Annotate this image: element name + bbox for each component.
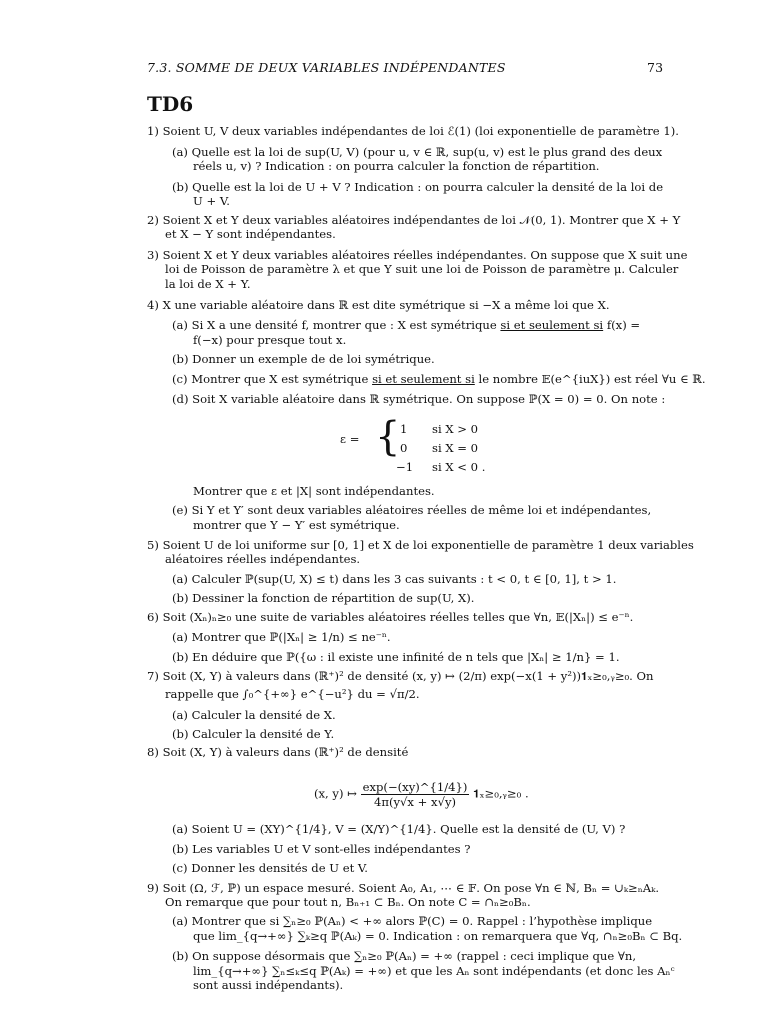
- exercise-4e: (e) Si Y et Y′ sont deux variables aléatoires réelles de même loi et indépendantes,: [172, 503, 652, 517]
- exercise-9a-cont: que lim_{q→+∞} ∑ₖ≥q ℙ(Aₖ) = 0. Indication : on remarquera que ∀q, ∩ₙ≥₀Bₙ ⊂ Bq.: [193, 929, 683, 943]
- exercise-8a: (a) Soient U = (XY)^{1/4}, V = (X/Y)^{1/4}. Quelle est la densité de (U, V) ?: [172, 822, 626, 836]
- exercise-8: 8) Soit (X, Y) à valeurs dans (ℝ⁺)² de densité: [147, 745, 409, 759]
- density-indicator: 𝟏ₓ≥₀,ᵧ≥₀ .: [473, 786, 529, 801]
- density-formula: [314, 780, 529, 809]
- exercise-9b-cont2: sont aussi indépendants).: [193, 978, 344, 992]
- exercise-2: 2) Soient X et Y deux variables aléatoires indépendantes de loi 𝒩(0, 1). Montrer que X + Y: [147, 213, 681, 227]
- epsilon-case-1-value: 1: [400, 422, 408, 436]
- exercise-4: 4) X une variable aléatoire dans ℝ est dite symétrique si −X a même loi que X.: [147, 298, 610, 312]
- page-number: 73: [647, 60, 664, 75]
- exercise-7-cont: rappelle que ∫₀^{+∞} e^{−u²} du = √π/2.: [165, 687, 420, 701]
- exercise-6b: (b) En déduire que ℙ({ω : il existe une infinité de n tels que |Xₙ| ≥ 1/n} = 1.: [172, 650, 620, 664]
- exercise-1b-cont: U + V.: [193, 194, 230, 208]
- exercise-7: 7) Soit (X, Y) à valeurs dans (ℝ⁺)² de densité (x, y) ↦ (2/π) exp(−x(1 + y²))𝟏ₓ≥₀,ᵧ≥₀. On: [147, 669, 654, 683]
- exercise-2-cont: et X − Y sont indépendantes.: [165, 227, 336, 241]
- exercise-5b: (b) Dessiner la fonction de répartition de sup(U, X).: [172, 591, 475, 605]
- exercise-5-cont: aléatoires réelles indépendantes.: [165, 552, 361, 566]
- exercise-4a-cont: f(−x) pour presque tout x.: [193, 333, 347, 347]
- exercise-9a: (a) Montrer que si ∑ₙ≥₀ ℙ(Aₙ) < +∞ alors ℙ(C) = 0. Rappel : l’hypothèse implique: [172, 914, 653, 928]
- exercise-1a-cont: réels u, v) ? Indication : on pourra calculer la fonction de répartition.: [193, 159, 600, 173]
- exercise-4d: (d) Soit X variable aléatoire dans ℝ symétrique. On suppose ℙ(X = 0) = 0. On note :: [172, 392, 666, 406]
- epsilon-case-2-value: 0: [400, 441, 408, 455]
- exercise-4a: (a) Si X a une densité f, montrer que : X est symétrique si et seulement si f(x) =: [172, 318, 641, 332]
- exercise-3-cont2: la loi de X + Y.: [165, 277, 251, 291]
- density-numerator: exp(−(xy)^{1/4}): [362, 780, 468, 794]
- exercise-1b: (b) Quelle est la loi de U + V ? Indication : on pourra calculer la densité de la loi de: [172, 180, 664, 194]
- exercise-1a: (a) Quelle est la loi de sup(U, V) (pour u, v ∈ ℝ, sup(u, v) est le plus grand des deux: [172, 145, 663, 159]
- section-title: TD6: [147, 92, 194, 116]
- density-fraction: [361, 780, 470, 809]
- exercise-4b: (b) Donner un exemple de de loi symétrique.: [172, 352, 435, 366]
- exercise-8b: (b) Les variables U et V sont-elles indépendantes ?: [172, 842, 471, 856]
- exercise-5a: (a) Calculer ℙ(sup(U, X) ≤ t) dans les 3 cas suivants : t < 0, t ∈ [0, 1], t > 1.: [172, 572, 617, 586]
- exercise-7b: (b) Calculer la densité de Y.: [172, 727, 335, 741]
- exercise-6a: (a) Montrer que ℙ(|Xₙ| ≥ 1/n) ≤ ne⁻ⁿ.: [172, 630, 391, 644]
- exercise-1: 1) Soient U, V deux variables indépendantes de loi ℰ(1) (loi exponentielle de paramètre 1).: [147, 124, 679, 138]
- epsilon-lhs: ε =: [340, 432, 360, 446]
- left-brace-icon: {: [375, 414, 401, 460]
- exercise-6: 6) Soit (Xₙ)ₙ≥₀ une suite de variables aléatoires réelles telles que ∀n, 𝔼(|Xₙ|) ≤ e⁻ⁿ.: [147, 610, 634, 624]
- exercise-9b-cont: lim_{q→+∞} ∑ₙ≤ₖ≤q ℙ(Aₖ) = +∞) et que les Aₙ sont indépendants (et donc les Aₙᶜ: [193, 964, 675, 978]
- exercise-4d-cont: Montrer que ε et |X| sont indépendantes.: [193, 484, 435, 498]
- exercise-4e-cont: montrer que Y − Y′ est symétrique.: [193, 518, 400, 532]
- exercise-5: 5) Soient U de loi uniforme sur [0, 1] et X de loi exponentielle de paramètre 1 deux variables: [147, 538, 694, 552]
- exercise-3: 3) Soient X et Y deux variables aléatoires réelles indépendantes. On suppose que X suit une: [147, 248, 688, 262]
- epsilon-case-1-cond: si X > 0: [432, 422, 479, 436]
- exercise-3-cont: loi de Poisson de paramètre λ et que Y suit une loi de Poisson de paramètre μ. Calculer: [165, 262, 679, 276]
- epsilon-case-2-cond: si X = 0: [432, 441, 479, 455]
- exercise-9-cont: On remarque que pour tout n, Bₙ₊₁ ⊂ Bₙ. On note C = ∩ₙ≥₀Bₙ.: [165, 895, 531, 909]
- exercise-9: 9) Soit (Ω, ℱ, ℙ) un espace mesuré. Soient A₀, A₁, ⋯ ∈ 𝔽. On pose ∀n ∈ ℕ, Bₙ = ∪ₖ≥ₙAₖ.: [147, 881, 660, 895]
- exercise-8c: (c) Donner les densités de U et V.: [172, 861, 368, 875]
- epsilon-case-3-value: −1: [396, 460, 414, 474]
- exercise-4c: (c) Montrer que X est symétrique si et seulement si le nombre 𝔼(e^{iuX}) est réel ∀u ∈ ℝ.: [172, 372, 706, 386]
- density-denominator: 4π(y√x + x√y): [373, 795, 457, 809]
- exercise-9b: (b) On suppose désormais que ∑ₙ≥₀ ℙ(Aₙ) = +∞ (rappel : ceci implique que ∀n,: [172, 949, 637, 963]
- density-lhs: (x, y) ↦: [314, 786, 357, 801]
- epsilon-case-3-cond: si X < 0 .: [432, 460, 486, 474]
- running-header: 7.3. SOMME DE DEUX VARIABLES INDÉPENDANTES: [147, 60, 506, 75]
- exercise-7a: (a) Calculer la densité de X.: [172, 708, 336, 722]
